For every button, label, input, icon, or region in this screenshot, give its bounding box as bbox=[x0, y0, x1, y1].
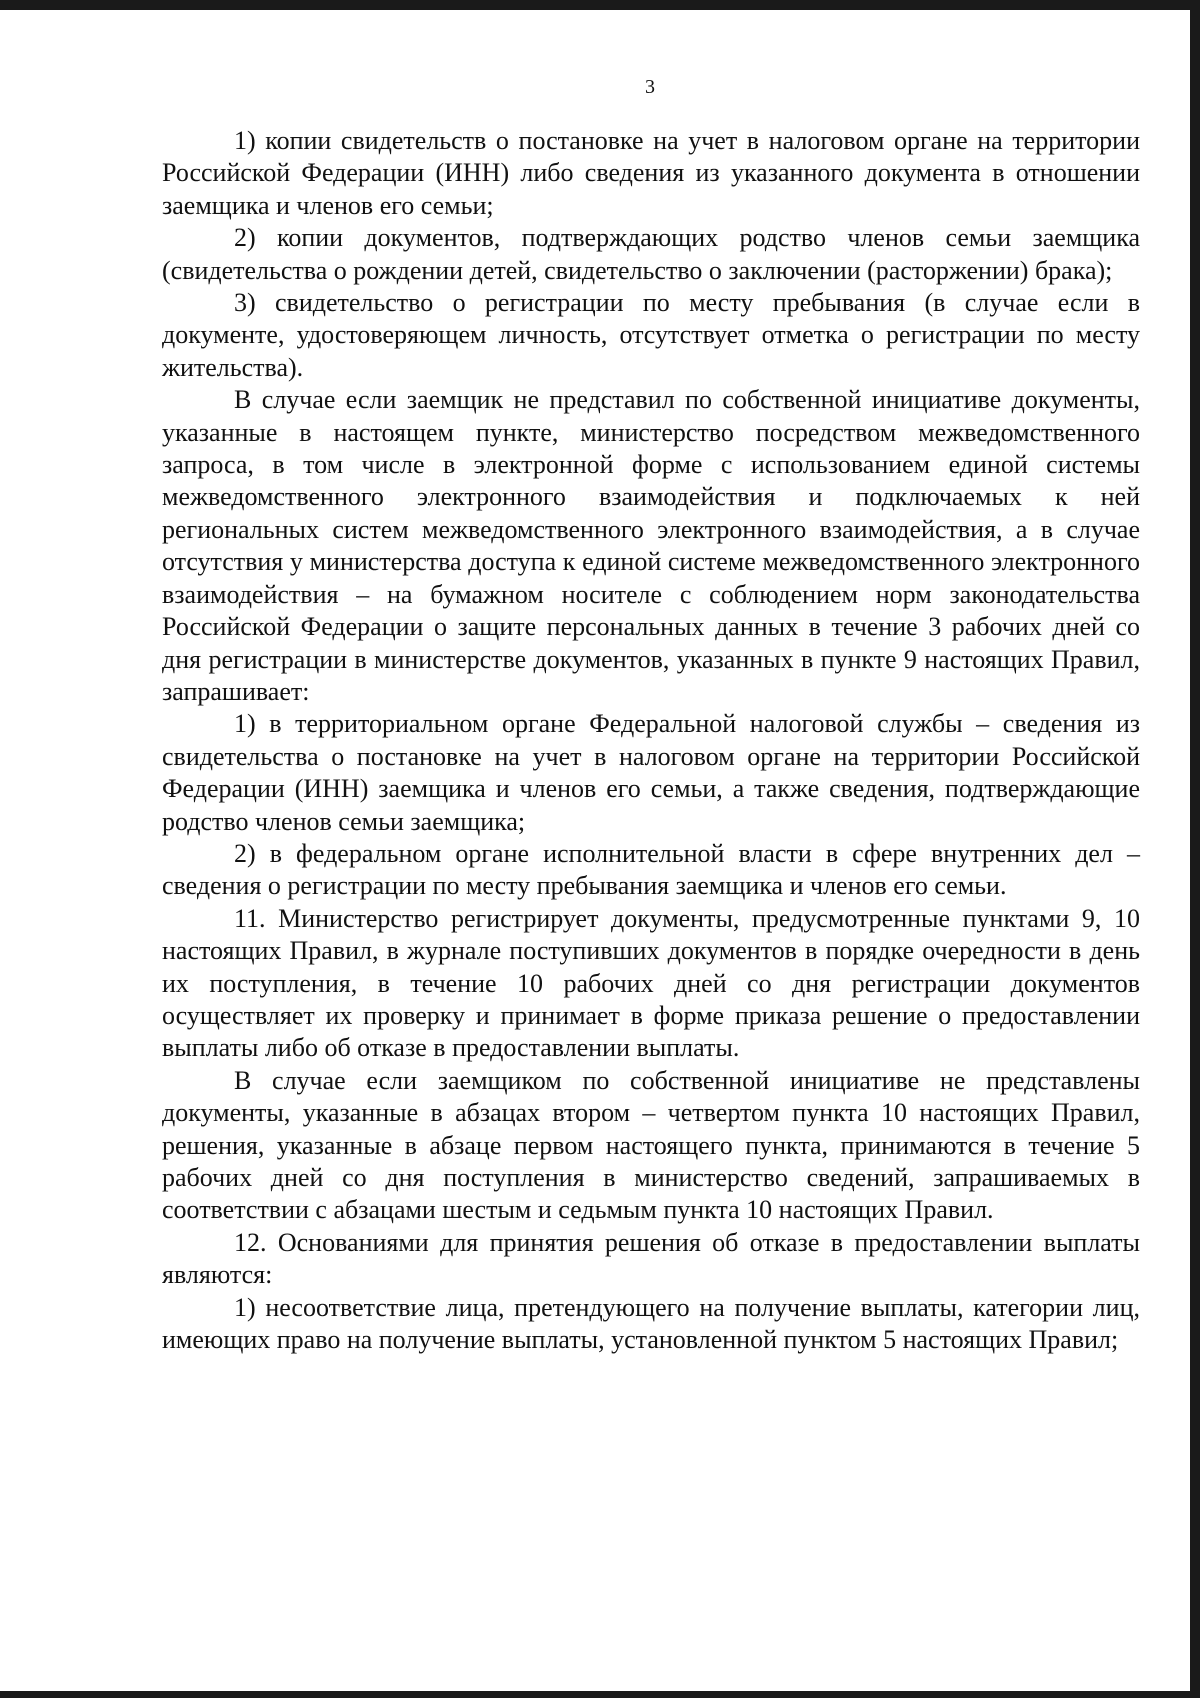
paragraph: 11. Министерство регистрирует документы, предусмотренные пунктами 9, 10 настоящих Правил, в журнале поступивших документов в порядке очередности в день их поступления, в течение 10 рабочих дней со дня регистрации документов осуществляет их проверку и принимает в форме приказа решение о предоставлении выплаты либо об отказе в предоставлении выплаты. bbox=[162, 903, 1140, 1063]
scan-edge-bottom bbox=[0, 1691, 1200, 1698]
paragraph: 1) несоответствие лица, претендующего на получение выплаты, категории лиц, имеющих право на получение выплаты, установленной пунктом 5 настоящих Правил; bbox=[162, 1292, 1140, 1355]
paragraph: 1) копии свидетельств о постановке на учет в налоговом органе на территории Российской Федерации (ИНН) либо сведения из указанного документа в отношении заемщика и членов его семьи; bbox=[162, 126, 1140, 220]
paragraph: 2) в федеральном органе исполнительной власти в сфере внутренних дел – сведения о регистрации по месту пребывания заемщика и членов его семьи. bbox=[162, 838, 1140, 901]
paragraph: 2) копии документов, подтверждающих родство членов семьи заемщика (свидетельства о рождении детей, свидетельство о заключении (расторжении) брака); bbox=[162, 223, 1140, 285]
page-number: 3 bbox=[645, 76, 655, 98]
scan-edge-right bbox=[1190, 0, 1200, 1698]
paragraph: В случае если заемщик не представил по собственной инициативе документы, указанные в настоящем пункте, министерство посредством межведомственного запроса, в том числе в электронной форме с использованием единой системы межведомственного электронного взаимодействия и подключаемых к ней региональных систем межведомственного электронного взаимодействия, а в случае отсутствия у министерства доступа к единой системе межведомственного электронного взаимодействия – на бумажном носителе с соблюдением норм законодательства Российской Федерации о защите персональных данных в течение 3 рабочих дней со дня регистрации в министерстве документов, указанных в пункте 9 настоящих Правил, запрашивает: bbox=[162, 385, 1140, 706]
paragraph: 3) свидетельство о регистрации по месту пребывания (в случае если в документе, удостоверяющем личность, отсутствует отметка о регистрации по месту жительства). bbox=[162, 288, 1140, 382]
paragraph: 12. Основаниями для принятия решения об отказе в предоставлении выплаты являются: bbox=[162, 1227, 1140, 1290]
document-body bbox=[162, 125, 1140, 1356]
scan-edge-top bbox=[0, 0, 1200, 10]
paragraph: В случае если заемщиком по собственной инициативе не представлены документы, указанные в абзацах втором – четвертом пункта 10 настоящих Правил, решения, указанные в абзаце первом настоящего пункта, принимаются в течение 5 рабочих дней со дня поступления в министерство сведений, запрашиваемых в соответствии с абзацами шестым и седьмым пункта 10 настоящих Правил. bbox=[162, 1065, 1140, 1225]
paragraph: 1) в территориальном органе Федеральной налоговой службы – сведения из свидетельства о постановке на учет в налоговом органе на территории Российской Федерации (ИНН) заемщика и членов его семьи, а также сведения, подтверждающие родство членов семьи заемщика; bbox=[162, 709, 1140, 836]
